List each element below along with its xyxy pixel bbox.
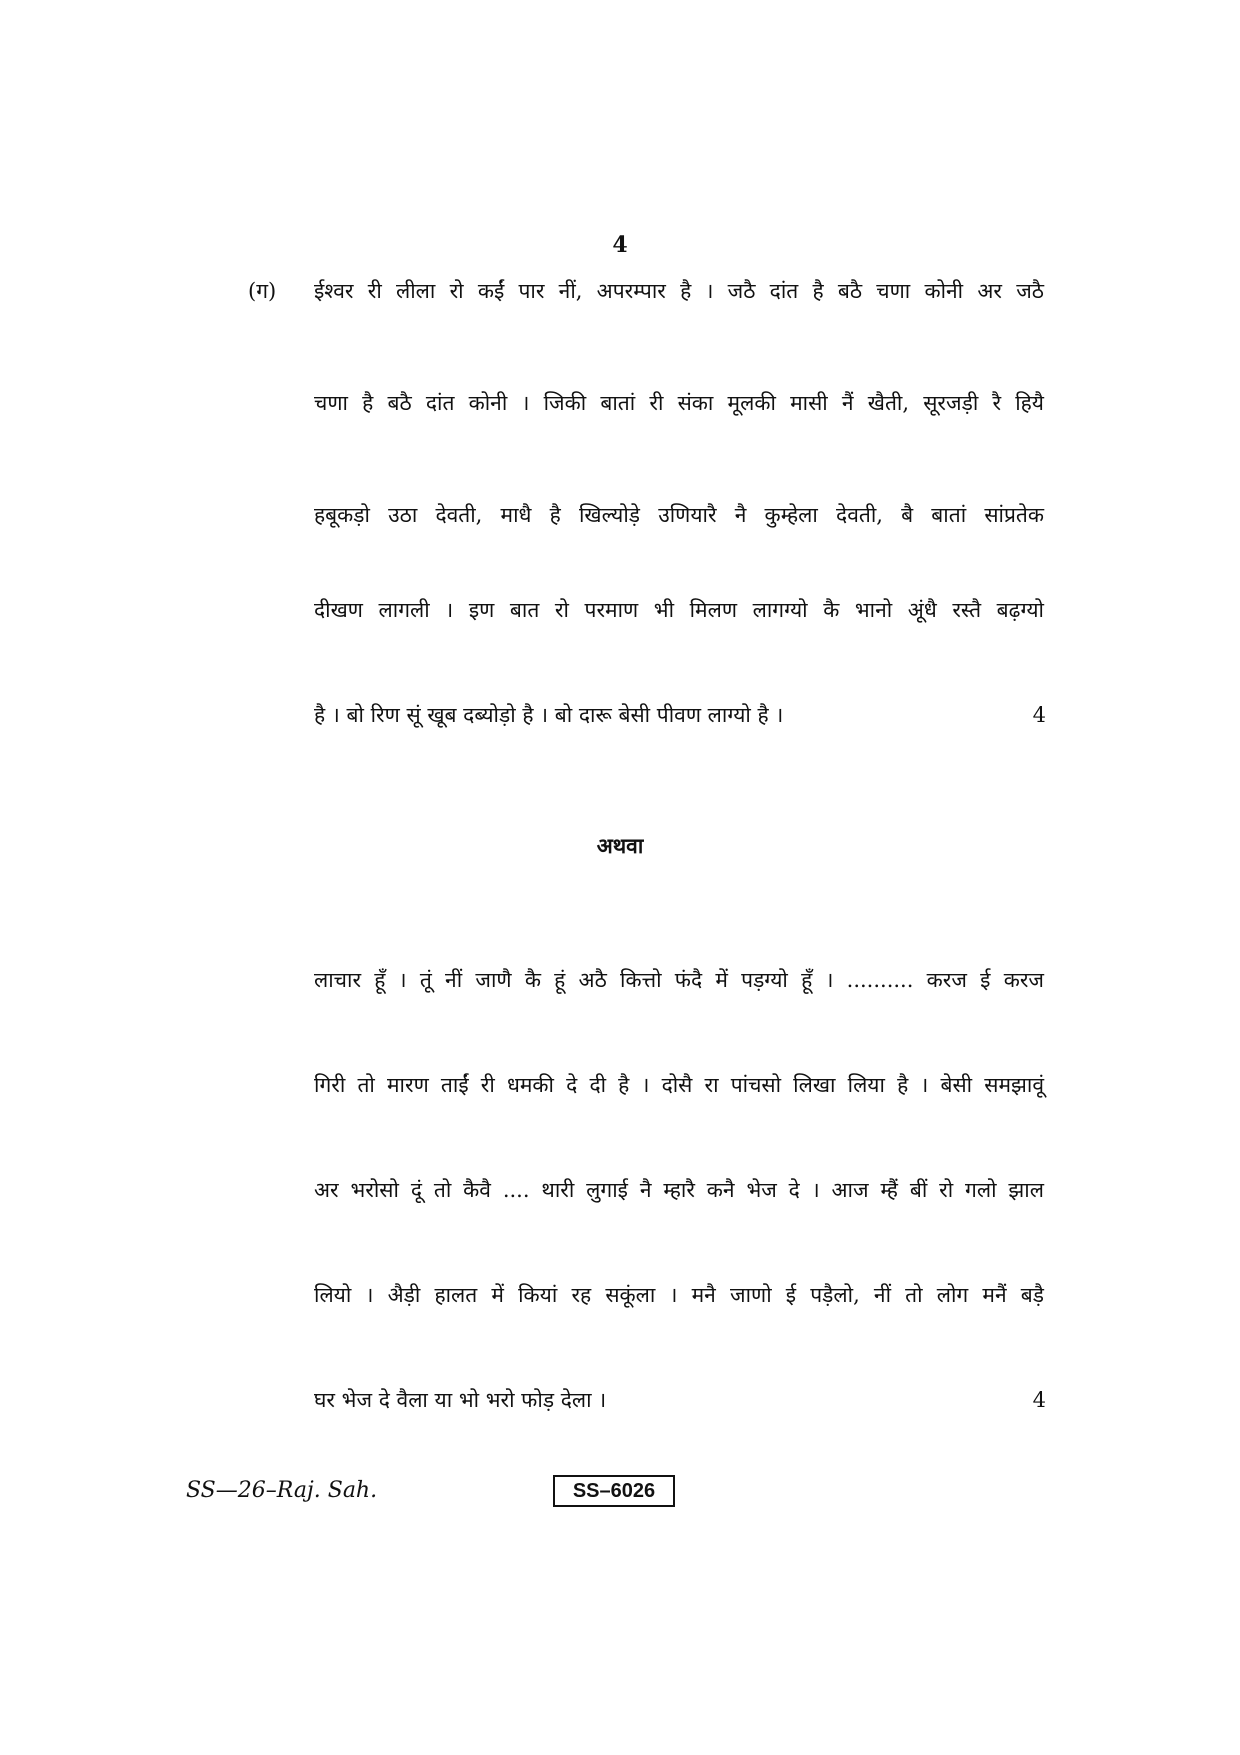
question-label: (ग): [248, 279, 277, 303]
alternative-line-4: लियो । अैड़ी हालत में कियां रह सकूंला । मनै जाणो ई पड़ैलो, नीं तो लोग मनैं बड़ै: [314, 1283, 1044, 1307]
page-number: 4: [612, 232, 628, 258]
separator-heading: अथवा: [596, 833, 644, 858]
footer-series-box: SS–6026: [553, 1475, 675, 1507]
question-marks: 4: [1032, 703, 1046, 727]
question-line-3: हबूकड़ो उठा देवती, माधै है खिल्योड़े उणियारै नै कुम्हेला देवती, बै बातां सांप्रतेक: [314, 503, 1044, 527]
alternative-line-1: लाचार हूँ । तूं नीं जाणै कै हूं अठै कित्तो फंदै में पड़ग्यो हूँ । .......... करज ई करज: [314, 968, 1044, 992]
alternative-marks: 4: [1032, 1388, 1046, 1412]
question-line-5: है । बो रिण सूं खूब दब्योड़ो है । बो दारू बेसी पीवण लाग्यो है ।: [314, 703, 784, 727]
footer-paper-code: SS—26–Raj. Sah.: [186, 1478, 378, 1503]
alternative-line-5: घर भेज दे वैला या भो भरो फोड़ देला ।: [314, 1388, 607, 1412]
alternative-line-2: गिरी तो मारण ताईं री धमकी दे दी है । दोसै रा पांचसो लिखा लिया है । बेसी समझावूं: [314, 1073, 1044, 1097]
question-line-1: ईश्वर री लीला रो कईं पार नीं, अपरम्पार है । जठै दांत है बठै चणा कोनी अर जठै: [314, 279, 1044, 303]
question-line-2: चणा है बठै दांत कोनी । जिकी बातां री संका मूलकी मासी नैं खैती, सूरजड़ी रै हियै: [314, 391, 1044, 415]
question-line-4: दीखण लागली । इण बात रो परमाण भी मिलण लागग्यो कै भानो अूंधै रस्तै बढ़ग्यो: [314, 598, 1044, 622]
alternative-line-3: अर भरोसो दूं तो कैवै .... थारी लुगाई नै म्हारै कनै भेज दे । आज म्हैं बीं रो गलो झाल: [314, 1178, 1044, 1202]
